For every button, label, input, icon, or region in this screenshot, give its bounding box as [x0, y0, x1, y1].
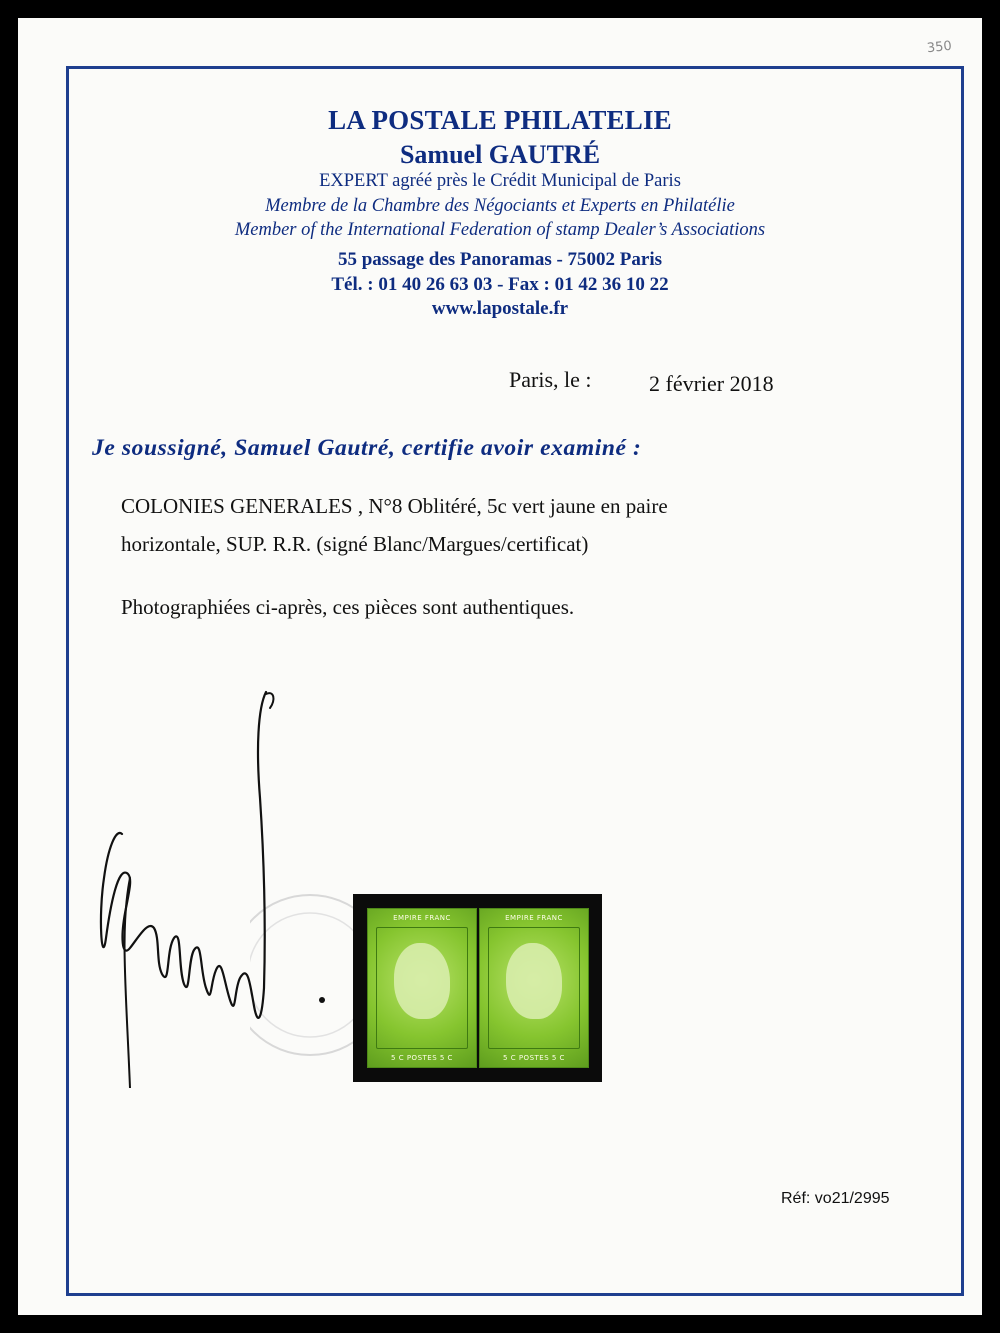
stamp-bottom-text: 5 C POSTES 5 C	[503, 1054, 565, 1062]
address: 55 passage des Panoramas - 75002 Paris	[337, 249, 663, 270]
reference-number: Réf: vo21/2995	[781, 1190, 890, 1207]
stamp-top-text: EMPIRE FRANC	[505, 914, 563, 922]
napoleon-portrait	[506, 943, 562, 1019]
stamp-left	[367, 908, 477, 1068]
membership-fr: Membre de la Chambre des Négociants et Experts en Philatélie	[265, 196, 735, 216]
expert-name: Samuel GAUTRÉ	[399, 140, 601, 169]
phone-fax: Tél. : 01 40 26 63 03 - Fax : 01 42 36 10 22	[331, 274, 669, 295]
stamp-right	[479, 908, 589, 1068]
expert-signature	[90, 688, 350, 1088]
company-name: LA POSTALE PHILATELIE	[328, 105, 672, 135]
napoleon-portrait	[394, 943, 450, 1019]
expert-accreditation: EXPERT agréé près le Crédit Municipal de Paris	[319, 171, 681, 191]
website-link[interactable]: www.lapostale.fr	[431, 298, 569, 319]
stamp-top-text: EMPIRE FRANC	[393, 914, 451, 922]
authenticity-statement: Photographiées ci-après, ces pièces sont authentiques.	[121, 595, 575, 619]
description-line-1: COLONIES GENERALES , N°8 Oblitéré, 5c vert jaune en paire	[121, 494, 668, 518]
stamp-pair-photo	[353, 894, 602, 1082]
corner-pencil-note: 350	[926, 38, 953, 57]
certify-statement: Je soussigné, Samuel Gautré, certifie avoir examiné :	[92, 435, 642, 461]
description-line-2: horizontale, SUP. R.R. (signé Blanc/Margues/certificat)	[121, 532, 589, 556]
membership-en: Member of the International Federation of stamp Dealer’s Associations	[234, 220, 766, 240]
date-label: Paris, le :	[509, 367, 592, 392]
stamp-bottom-text: 5 C POSTES 5 C	[391, 1054, 453, 1062]
date-value: 2 février 2018	[649, 371, 774, 396]
